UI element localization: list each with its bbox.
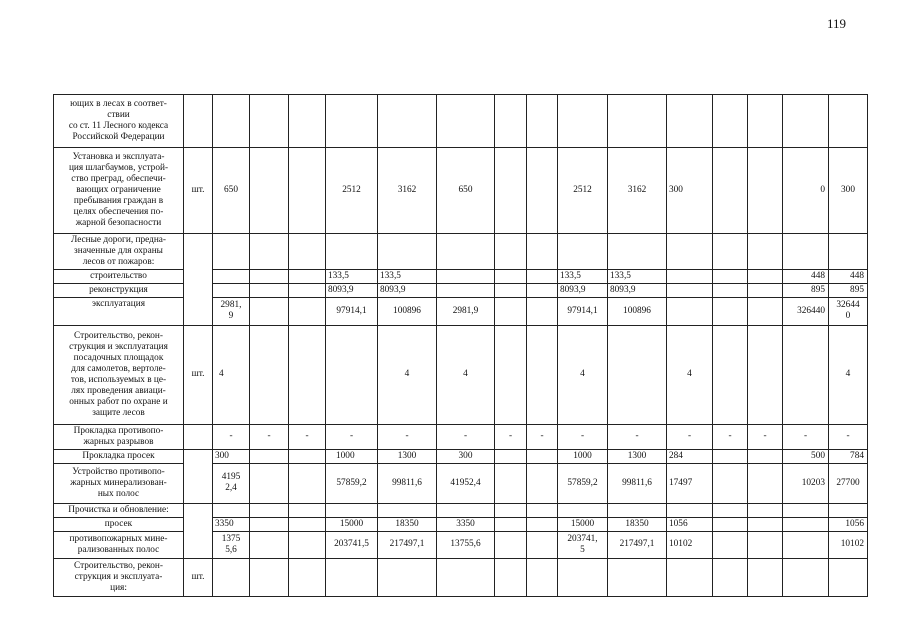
cell — [213, 558, 250, 596]
cell — [748, 95, 783, 148]
cell — [437, 234, 495, 270]
table-row — [54, 424, 868, 449]
cell — [495, 234, 527, 270]
row-label: Прочистка и обновление: — [54, 503, 184, 517]
value-cell: 4 — [667, 325, 713, 424]
value-cell: 217497,1 — [378, 531, 437, 558]
dash-cell: - — [213, 424, 250, 449]
value-cell: 4195 2,4 — [213, 463, 250, 503]
value-cell: 650 — [213, 148, 250, 234]
cell — [289, 503, 326, 517]
cell — [748, 148, 783, 234]
dash-cell: - — [748, 424, 783, 449]
cell — [527, 463, 558, 503]
row-label: Строительство, рекон- струкция и эксплуатация посадочных площадок для самолетов, вертоле- тов, используемых в це- лях проведения авиаци- онных работ по охране и защите лесов — [54, 325, 184, 424]
cell — [250, 95, 289, 148]
dash-cell: - — [558, 424, 608, 449]
value-cell: 133,5 — [558, 269, 608, 283]
cell — [608, 325, 667, 424]
value-cell: 300 — [213, 449, 250, 463]
cell — [495, 95, 527, 148]
value-cell: 500 — [783, 449, 829, 463]
cell — [527, 531, 558, 558]
cell — [713, 269, 748, 283]
cell — [713, 148, 748, 234]
cell — [667, 234, 713, 270]
value-cell: 650 — [437, 148, 495, 234]
cell — [829, 503, 868, 517]
table-row — [54, 463, 868, 503]
dash-cell: - — [667, 424, 713, 449]
cell — [748, 297, 783, 325]
row-label: Установка и эксплуата- ция шлагбаумов, устрой- ство преград, обеспечи- вающих ограничение пребывания граждан в целях обеспечения по- жарной безопасности — [54, 148, 184, 234]
cell — [495, 297, 527, 325]
cell — [326, 234, 378, 270]
cell — [527, 449, 558, 463]
value-cell: 133,5 — [608, 269, 667, 283]
value-cell: 1300 — [378, 449, 437, 463]
cell — [667, 558, 713, 596]
table-row — [54, 95, 868, 148]
row-label: просек — [54, 517, 184, 531]
value-cell: 10102 — [829, 531, 868, 558]
value-cell: 4 — [213, 325, 250, 424]
value-cell: 57859,2 — [326, 463, 378, 503]
cell — [829, 558, 868, 596]
cell — [184, 424, 213, 449]
cell — [608, 558, 667, 596]
cell — [495, 148, 527, 234]
value-cell: 3162 — [608, 148, 667, 234]
value-cell: 2981, 9 — [213, 297, 250, 325]
value-cell: 448 — [783, 269, 829, 283]
cell — [326, 503, 378, 517]
cell — [289, 234, 326, 270]
table-row — [54, 503, 868, 517]
cell — [378, 503, 437, 517]
value-cell: 1056 — [829, 517, 868, 531]
value-cell: 97914,1 — [558, 297, 608, 325]
value-cell: 99811,6 — [608, 463, 667, 503]
value-cell: 8093,9 — [558, 283, 608, 297]
value-cell: 17497 — [667, 463, 713, 503]
cell — [289, 269, 326, 283]
unit-cell — [184, 449, 213, 503]
cell — [748, 269, 783, 283]
cell — [748, 325, 783, 424]
dash-cell: - — [250, 424, 289, 449]
cell — [495, 558, 527, 596]
cell — [378, 95, 437, 148]
cell — [713, 558, 748, 596]
cell — [783, 234, 829, 270]
dash-cell: - — [437, 424, 495, 449]
cell — [748, 531, 783, 558]
cell — [608, 234, 667, 270]
value-cell: 18350 — [378, 517, 437, 531]
value-cell: 13755,6 — [437, 531, 495, 558]
cell — [748, 234, 783, 270]
cell — [713, 95, 748, 148]
value-cell: 27700 — [829, 463, 868, 503]
cell — [495, 463, 527, 503]
cell — [713, 234, 748, 270]
cell — [437, 269, 495, 283]
cell — [713, 283, 748, 297]
value-cell: 4 — [829, 325, 868, 424]
cell — [748, 283, 783, 297]
table-row — [54, 234, 868, 270]
cell — [326, 558, 378, 596]
unit-cell — [184, 503, 213, 558]
value-cell: 99811,6 — [378, 463, 437, 503]
value-cell: 10102 — [667, 531, 713, 558]
cell — [713, 325, 748, 424]
value-cell: 100896 — [378, 297, 437, 325]
cell — [527, 517, 558, 531]
cell — [495, 283, 527, 297]
value-cell: 10203 — [783, 463, 829, 503]
cell — [527, 558, 558, 596]
table-row — [54, 531, 868, 558]
value-cell: 326440 — [783, 297, 829, 325]
row-label: Прокладка противопо- жарных разрывов — [54, 424, 184, 449]
table-row — [54, 517, 868, 531]
value-cell: 133,5 — [378, 269, 437, 283]
value-cell: 300 — [829, 148, 868, 234]
cell — [289, 297, 326, 325]
cell — [558, 95, 608, 148]
cell — [250, 463, 289, 503]
cell — [213, 503, 250, 517]
cell — [558, 503, 608, 517]
value-cell: 15000 — [326, 517, 378, 531]
value-cell: 18350 — [608, 517, 667, 531]
cell — [289, 325, 326, 424]
cell — [667, 269, 713, 283]
value-cell: 1000 — [326, 449, 378, 463]
value-cell: 203741, 5 — [558, 531, 608, 558]
cell — [667, 503, 713, 517]
value-cell: 203741,5 — [326, 531, 378, 558]
cell — [527, 234, 558, 270]
unit-cell: шт. — [184, 558, 213, 596]
value-cell: 2512 — [558, 148, 608, 234]
cell — [213, 234, 250, 270]
value-cell: 1300 — [608, 449, 667, 463]
cell — [250, 531, 289, 558]
value-cell: 2512 — [326, 148, 378, 234]
value-cell: 784 — [829, 449, 868, 463]
table-row — [54, 283, 868, 297]
cell — [783, 503, 829, 517]
cell — [289, 558, 326, 596]
cell — [527, 325, 558, 424]
value-cell: 217497,1 — [608, 531, 667, 558]
value-cell: 284 — [667, 449, 713, 463]
cell — [527, 148, 558, 234]
page-number: 119 — [826, 16, 846, 31]
dash-cell: - — [378, 424, 437, 449]
cell — [783, 531, 829, 558]
row-label: Строительство, рекон- струкция и эксплуата- ция: — [54, 558, 184, 596]
cell — [213, 283, 250, 297]
cell — [527, 297, 558, 325]
unit-cell — [184, 234, 213, 326]
cell — [437, 558, 495, 596]
value-cell: 97914,1 — [326, 297, 378, 325]
cell — [289, 531, 326, 558]
row-label: Прокладка просек — [54, 449, 184, 463]
cell — [713, 503, 748, 517]
value-cell: 2981,9 — [437, 297, 495, 325]
cell — [495, 325, 527, 424]
value-cell: 8093,9 — [608, 283, 667, 297]
cell — [289, 95, 326, 148]
cell — [748, 449, 783, 463]
cell — [527, 503, 558, 517]
table-row — [54, 325, 868, 424]
dash-cell: - — [289, 424, 326, 449]
cell — [289, 449, 326, 463]
cell — [250, 449, 289, 463]
value-cell: 0 — [783, 148, 829, 234]
cell — [713, 463, 748, 503]
cell — [783, 517, 829, 531]
value-cell: 32644 0 — [829, 297, 868, 325]
cell — [437, 95, 495, 148]
value-cell: 57859,2 — [558, 463, 608, 503]
unit-cell: шт. — [184, 325, 213, 424]
cell — [250, 325, 289, 424]
cell — [829, 234, 868, 270]
value-cell: 8093,9 — [326, 283, 378, 297]
value-cell: 448 — [829, 269, 868, 283]
value-cell: 300 — [667, 148, 713, 234]
value-cell: 8093,9 — [378, 283, 437, 297]
row-label: строительство — [54, 269, 184, 283]
cell — [289, 283, 326, 297]
value-cell: 15000 — [558, 517, 608, 531]
cell — [608, 95, 667, 148]
value-cell: 3162 — [378, 148, 437, 234]
value-cell: 1000 — [558, 449, 608, 463]
cell — [748, 558, 783, 596]
value-cell: 4 — [558, 325, 608, 424]
cell — [326, 95, 378, 148]
cell — [495, 531, 527, 558]
row-label: ющих в лесах в соответ- ствии со ст. 11 Лесного кодекса Российской Федерации — [54, 95, 184, 148]
value-cell: 3350 — [213, 517, 250, 531]
table-row — [54, 297, 868, 325]
unit-cell: шт. — [184, 148, 213, 234]
dash-cell: - — [495, 424, 527, 449]
cell — [250, 503, 289, 517]
dash-cell: - — [829, 424, 868, 449]
cell — [250, 297, 289, 325]
cell — [558, 558, 608, 596]
value-cell: 41952,4 — [437, 463, 495, 503]
cell — [250, 283, 289, 297]
value-cell: 100896 — [608, 297, 667, 325]
budget-table — [53, 94, 868, 597]
cell — [495, 269, 527, 283]
cell — [289, 517, 326, 531]
cell — [250, 517, 289, 531]
cell — [829, 95, 868, 148]
cell — [326, 325, 378, 424]
table-row — [54, 558, 868, 596]
row-label: Лесные дороги, предна- значенные для охраны лесов от пожаров: — [54, 234, 184, 270]
value-cell: 895 — [829, 283, 868, 297]
value-cell: 1056 — [667, 517, 713, 531]
cell — [713, 517, 748, 531]
cell — [713, 297, 748, 325]
cell — [213, 269, 250, 283]
row-label: реконструкция — [54, 283, 184, 297]
dash-cell: - — [713, 424, 748, 449]
cell — [667, 283, 713, 297]
cell — [495, 449, 527, 463]
row-label: эксплуатация — [54, 297, 184, 325]
cell — [289, 148, 326, 234]
cell — [250, 558, 289, 596]
value-cell: 3350 — [437, 517, 495, 531]
cell — [748, 463, 783, 503]
value-cell: 4 — [437, 325, 495, 424]
cell — [527, 269, 558, 283]
table-row — [54, 269, 868, 283]
table-row — [54, 148, 868, 234]
value-cell: 133,5 — [326, 269, 378, 283]
cell — [250, 234, 289, 270]
cell — [378, 558, 437, 596]
cell — [527, 95, 558, 148]
dash-cell: - — [326, 424, 378, 449]
cell — [713, 449, 748, 463]
dash-cell: - — [608, 424, 667, 449]
cell — [783, 325, 829, 424]
row-label: Устройство противопо- жарных минерализован- ных полос — [54, 463, 184, 503]
value-cell: 4 — [378, 325, 437, 424]
value-cell: 300 — [437, 449, 495, 463]
cell — [289, 463, 326, 503]
table-row — [54, 449, 868, 463]
cell — [558, 234, 608, 270]
dash-cell: - — [527, 424, 558, 449]
cell — [495, 503, 527, 517]
cell — [667, 297, 713, 325]
cell — [495, 517, 527, 531]
cell — [378, 234, 437, 270]
cell — [748, 517, 783, 531]
cell — [713, 531, 748, 558]
row-label: противопожарных мине- рализованных полос — [54, 531, 184, 558]
cell — [213, 95, 250, 148]
cell — [783, 558, 829, 596]
cell — [250, 269, 289, 283]
cell — [250, 148, 289, 234]
cell — [184, 95, 213, 148]
cell — [437, 283, 495, 297]
value-cell: 1375 5,6 — [213, 531, 250, 558]
cell — [527, 283, 558, 297]
cell — [437, 503, 495, 517]
value-cell: 895 — [783, 283, 829, 297]
cell — [748, 503, 783, 517]
cell — [667, 95, 713, 148]
dash-cell: - — [783, 424, 829, 449]
cell — [608, 503, 667, 517]
cell — [783, 95, 829, 148]
